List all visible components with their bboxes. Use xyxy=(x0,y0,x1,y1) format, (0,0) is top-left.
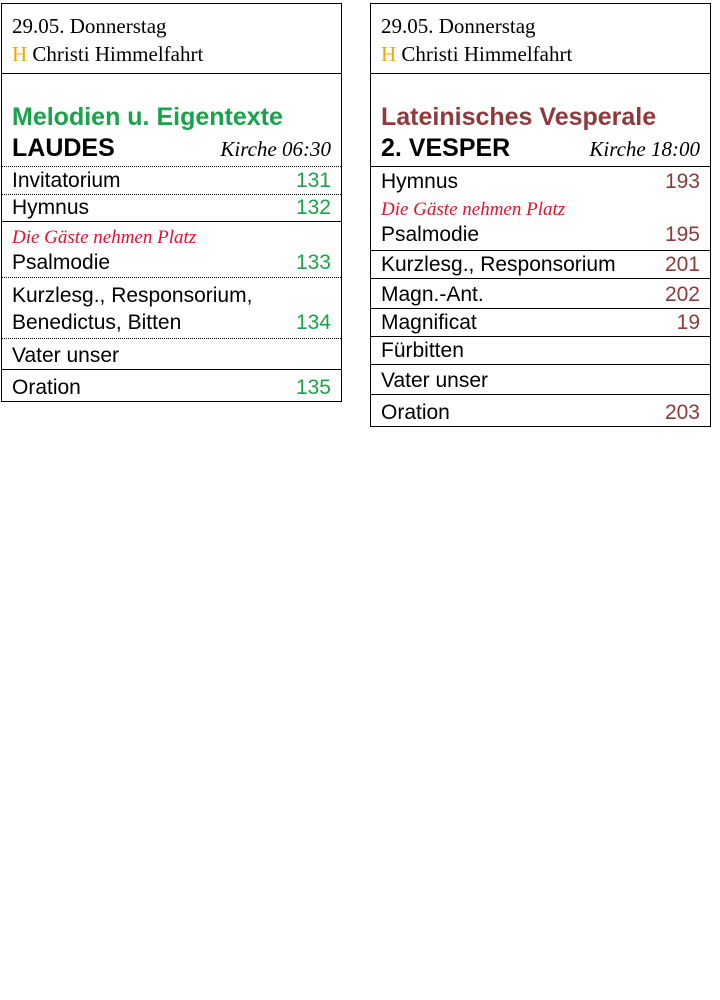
laudes-hour: LAUDES xyxy=(12,134,115,162)
vesper-date-header xyxy=(371,4,710,74)
vesper-collection: Lateinisches Vesperale xyxy=(381,103,657,131)
list-item xyxy=(371,337,710,365)
list-item xyxy=(371,309,710,337)
item-label: Oration xyxy=(381,401,450,424)
laudes-card xyxy=(1,3,342,402)
item-label: Psalmodie xyxy=(12,251,111,274)
item-page: 201 xyxy=(664,253,700,276)
item-page: 135 xyxy=(295,376,331,399)
item-page: 202 xyxy=(664,283,700,306)
list-item xyxy=(2,222,341,278)
list-item xyxy=(2,167,341,195)
vesper-hour: 2. VESPER xyxy=(381,134,511,162)
vesper-title-block xyxy=(371,74,710,167)
vesper-hour-row xyxy=(381,133,700,163)
vesper-time: Kirche 18:00 xyxy=(589,137,700,161)
item-label: Oration xyxy=(12,376,81,399)
vesper-feast: Christi Himmelfahrt xyxy=(401,42,573,66)
item-label: Invitatorium xyxy=(12,169,121,192)
item-label-line1: Kurzlesg., Responsorium, xyxy=(12,284,253,307)
item-note: Die Gäste nehmen Platz xyxy=(381,199,566,220)
list-item xyxy=(371,395,710,426)
list-item xyxy=(371,251,710,279)
list-item xyxy=(371,365,710,395)
laudes-date: 29.05. Donnerstag xyxy=(12,14,167,38)
item-page: 131 xyxy=(295,169,331,192)
list-item xyxy=(371,279,710,309)
item-page: 133 xyxy=(295,251,331,274)
item-label: Fürbitten xyxy=(381,339,464,362)
item-page: 195 xyxy=(664,223,700,246)
item-label: Magn.-Ant. xyxy=(381,283,484,306)
laudes-feast-line xyxy=(12,40,331,68)
laudes-time: Kirche 06:30 xyxy=(220,137,331,161)
item-label: Vater unser xyxy=(381,369,488,392)
laudes-feast-rank: H xyxy=(12,42,28,66)
item-page: 134 xyxy=(295,311,331,334)
list-item xyxy=(371,167,710,195)
laudes-collection: Melodien u. Eigentexte xyxy=(12,103,283,131)
item-label: Vater unser xyxy=(12,344,119,367)
laudes-title-block xyxy=(2,74,341,167)
item-page: 19 xyxy=(676,311,700,334)
item-label: Hymnus xyxy=(381,170,459,193)
laudes-hour-row xyxy=(12,133,331,163)
item-note: Die Gäste nehmen Platz xyxy=(12,227,197,248)
item-page: 193 xyxy=(664,170,700,193)
list-item xyxy=(2,339,341,370)
item-label: Hymnus xyxy=(12,196,90,219)
vesper-date: 29.05. Donnerstag xyxy=(381,14,536,38)
laudes-feast: Christi Himmelfahrt xyxy=(32,42,204,66)
vesper-feast-line xyxy=(381,40,700,68)
item-page: 203 xyxy=(664,401,700,424)
item-label: Magnificat xyxy=(381,311,477,334)
vesper-feast-rank: H xyxy=(381,42,397,66)
item-label: Benedictus, Bitten xyxy=(12,311,182,334)
laudes-date-header xyxy=(2,4,341,74)
list-item xyxy=(2,195,341,222)
item-page: 132 xyxy=(295,196,331,219)
list-item xyxy=(371,195,710,251)
item-label: Psalmodie xyxy=(381,223,480,246)
list-item xyxy=(2,370,341,401)
list-item xyxy=(2,278,341,339)
item-label: Kurzlesg., Responsorium xyxy=(381,253,616,276)
vesper-card xyxy=(370,3,711,427)
